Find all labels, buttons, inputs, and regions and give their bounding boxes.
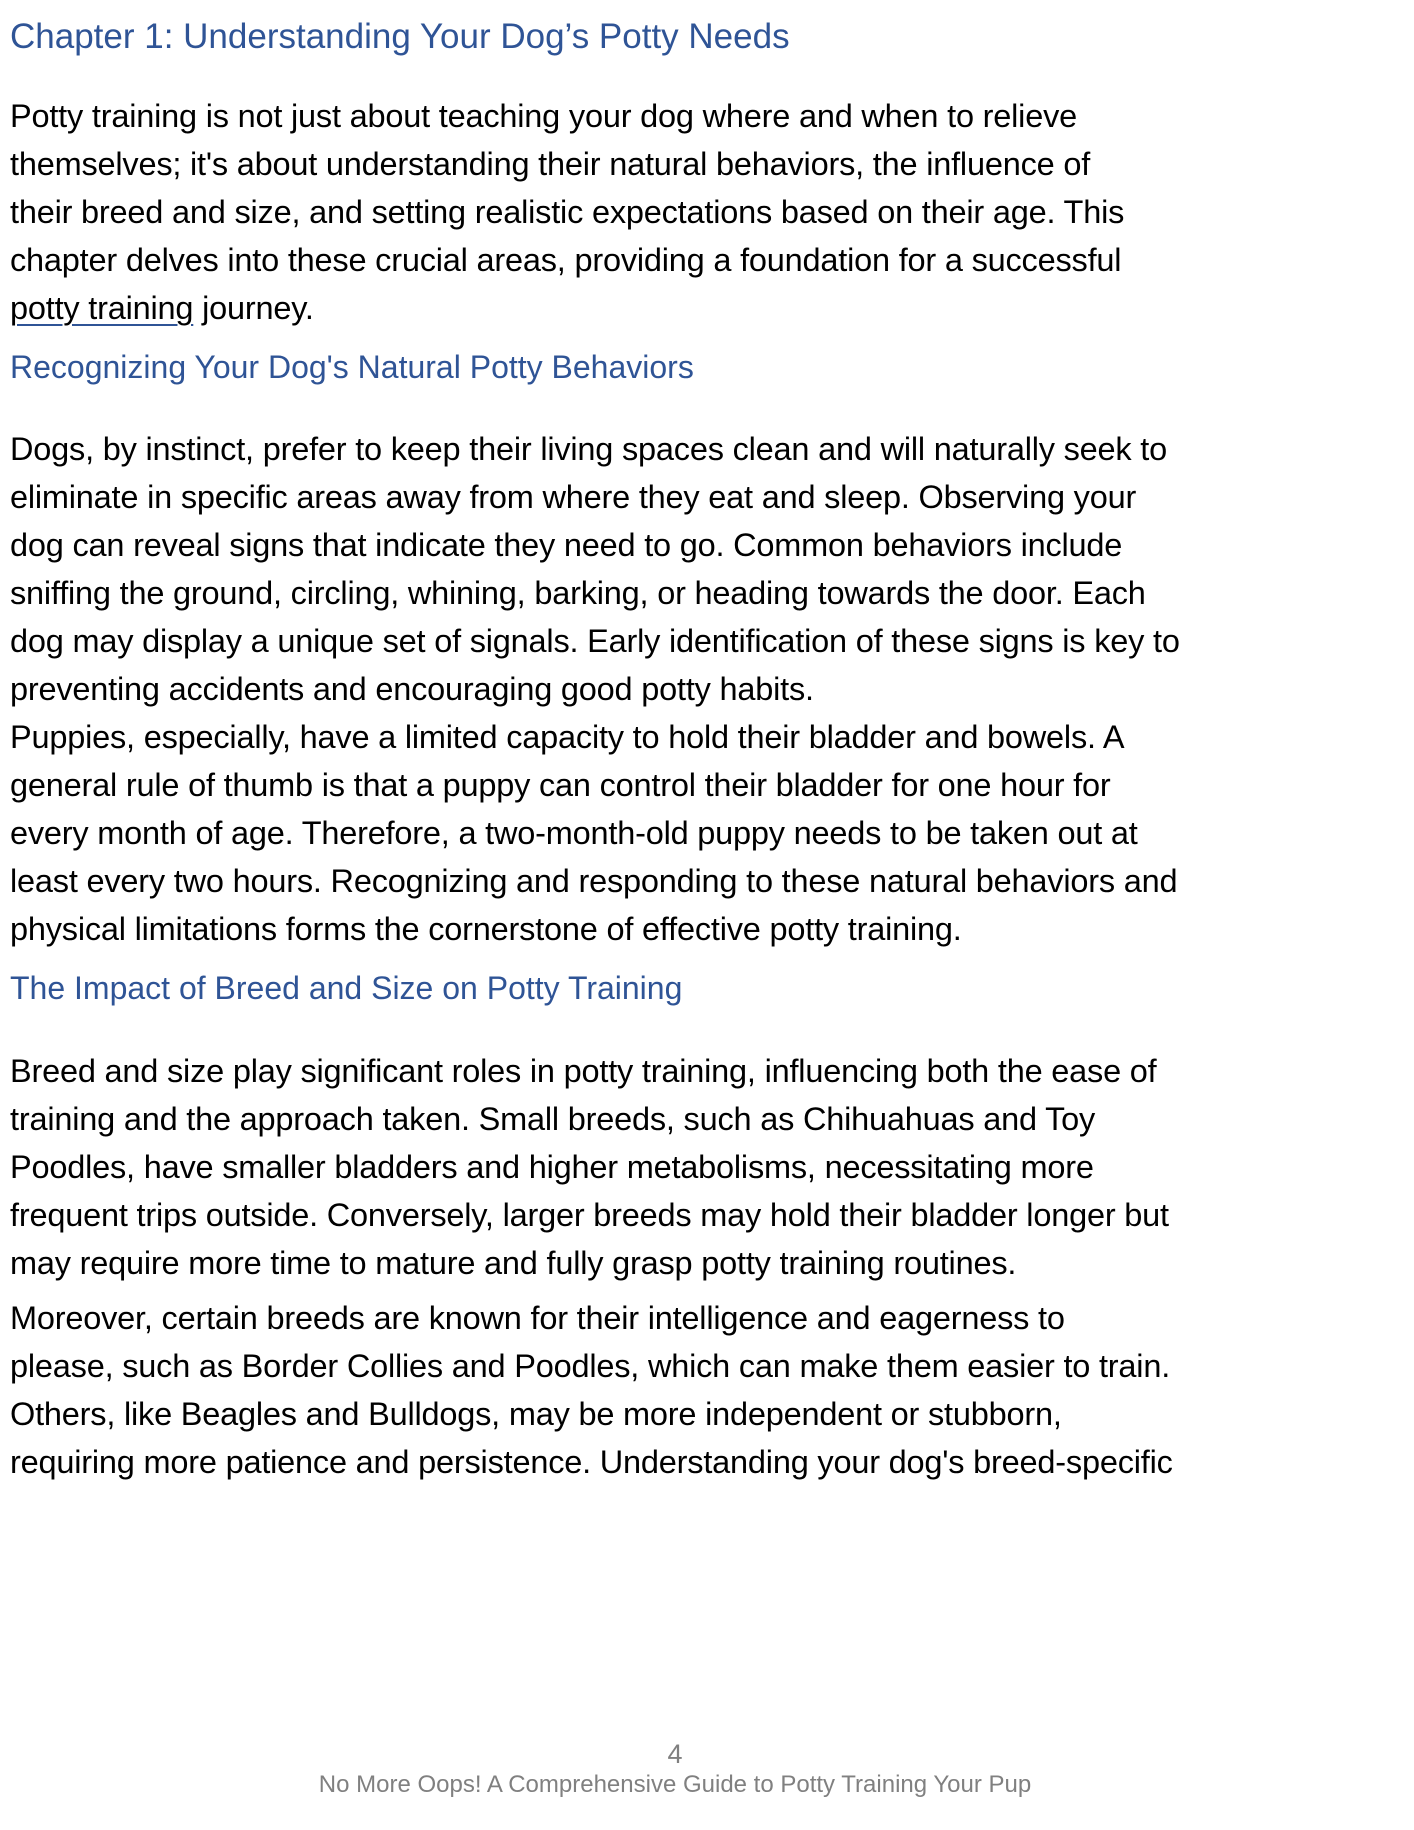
paragraph-line: least every two hours. Recognizing and responding to these natural behaviors and [10, 863, 1178, 899]
paragraph-line: physical limitations forms the cornerstone of effective potty training. [10, 911, 962, 947]
paragraph-line: Breed and size play significant roles in potty training, influencing both the ease of [10, 1053, 1157, 1089]
paragraph-line: Puppies, especially, have a limited capacity to hold their bladder and bowels. A [10, 719, 1125, 755]
paragraph-line: themselves; it's about understanding their natural behaviors, the influence of [10, 146, 1091, 182]
paragraph-line: please, such as Border Collies and Poodles, which can make them easier to train. [10, 1348, 1171, 1384]
paragraph-line: may require more time to mature and fully grasp potty training routines. [10, 1245, 1017, 1281]
paragraph-line: sniffing the ground, circling, whining, barking, or heading towards the door. Each [10, 575, 1146, 611]
paragraph-line-rest: journey. [193, 290, 314, 326]
paragraph-line: requiring more patience and persistence. Understanding your dog's breed-specific [10, 1444, 1173, 1480]
paragraph-line: Dogs, by instinct, prefer to keep their living spaces clean and will naturally seek to [10, 431, 1168, 467]
paragraph-line [10, 284, 1340, 332]
page-number: 4 [667, 1739, 683, 1769]
intro-paragraph [10, 92, 1340, 332]
paragraph-line: Moreover, certain breeds are known for their intelligence and eagerness to [10, 1300, 1065, 1336]
paragraph-line: preventing accidents and encouraging good potty habits. [10, 671, 814, 707]
paragraph-line: eliminate in specific areas away from where they eat and sleep. Observing your [10, 479, 1137, 515]
paragraph-line: their breed and size, and setting realistic expectations based on their age. This [10, 194, 1125, 230]
natural-behaviors-paragraph-2 [10, 713, 1340, 953]
breed-size-paragraph-1 [10, 1047, 1340, 1287]
paragraph-line: every month of age. Therefore, a two-month-old puppy needs to be taken out at [10, 815, 1138, 851]
underlined-term: potty training [10, 290, 194, 326]
paragraph-line: chapter delves into these crucial areas, providing a foundation for a successful [10, 242, 1122, 278]
paragraph-line: general rule of thumb is that a puppy can control their bladder for one hour for [10, 767, 1111, 803]
page-footer [10, 1738, 1340, 1800]
chapter-title: Chapter 1: Understanding Your Dog’s Potty Needs [10, 17, 790, 56]
paragraph-line: dog may display a unique set of signals. Early identification of these signs is key to [10, 623, 1180, 659]
paragraph-line: training and the approach taken. Small breeds, such as Chihuahuas and Toy [10, 1101, 1096, 1137]
paragraph-line: frequent trips outside. Conversely, larger breeds may hold their bladder longer but [10, 1197, 1169, 1233]
natural-behaviors-paragraph-1 [10, 425, 1340, 713]
paragraph-line: Others, like Beagles and Bulldogs, may be more independent or stubborn, [10, 1396, 1062, 1432]
paragraph-line: Potty training is not just about teaching your dog where and when to relieve [10, 98, 1077, 134]
paragraph-line: Poodles, have smaller bladders and higher metabolisms, necessitating more [10, 1149, 1094, 1185]
section-heading-breed-and-size: The Impact of Breed and Size on Potty Training [10, 970, 683, 1006]
footer-book-title: No More Oops! A Comprehensive Guide to Potty Training Your Pup [318, 1771, 1032, 1798]
paragraph-line: dog can reveal signs that indicate they need to go. Common behaviors include [10, 527, 1123, 563]
breed-size-paragraph-2 [10, 1294, 1340, 1486]
section-heading-natural-behaviors: Recognizing Your Dog's Natural Potty Behaviors [10, 349, 694, 385]
